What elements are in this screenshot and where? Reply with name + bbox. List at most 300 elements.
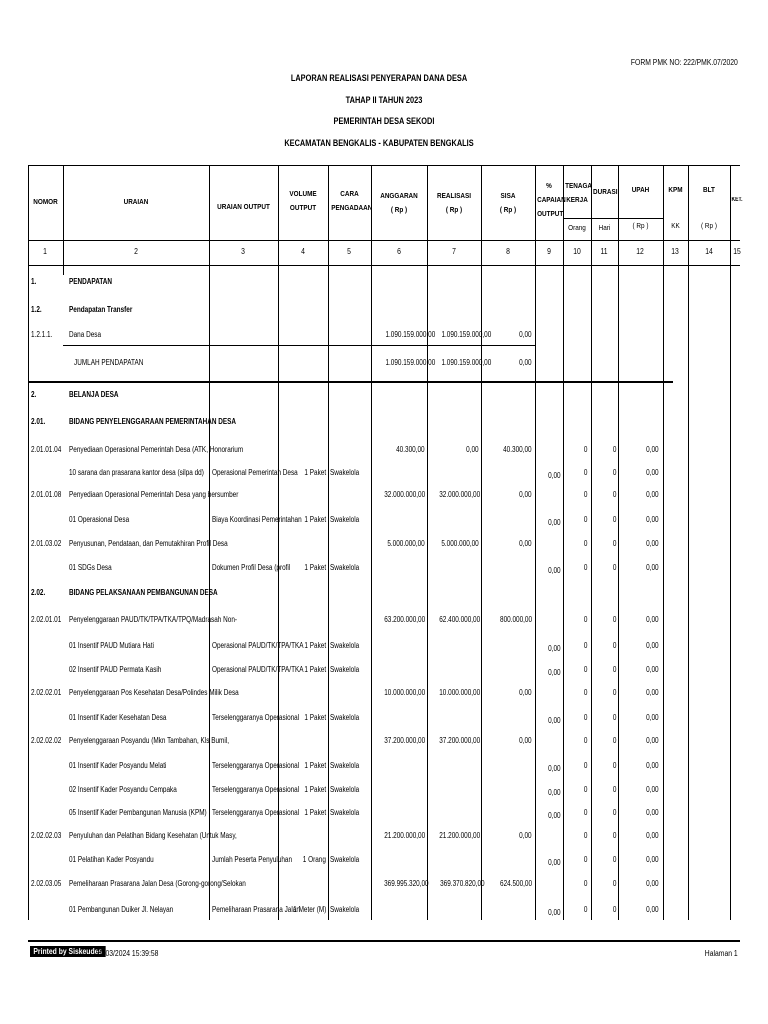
cell-cara-text: Swakelola	[330, 641, 360, 650]
cell-uraian	[69, 417, 237, 427]
dashed-separator	[371, 462, 372, 480]
cell-vol-text: 1 Meter (M)	[292, 905, 326, 914]
cell-hari-text: 0	[612, 808, 616, 817]
cell-no	[31, 305, 63, 315]
dashed-separator	[328, 802, 329, 820]
cell-orang	[564, 808, 587, 818]
cell-realisasi	[429, 879, 485, 889]
dashed-separator	[328, 509, 329, 527]
cell-sisa-text: 800.000,00	[499, 615, 532, 624]
cell-uraian-text: BIDANG PELAKSANAAN PEMBANGUNAN DESA	[69, 588, 218, 597]
cell-upah	[619, 879, 659, 889]
cell-uraian-text: 01 SDGs Desa	[69, 563, 112, 572]
cell-vol	[280, 641, 326, 651]
header-upah-unit: ( Rp )	[632, 221, 649, 230]
cell-vol-text: 1 Paket	[304, 468, 326, 477]
cell-uraian	[69, 390, 207, 400]
cell-vol-text: 1 Paket	[304, 563, 326, 572]
cell-realisasi	[429, 539, 479, 549]
report-government: PEMERINTAH DESA SEKODI	[333, 116, 435, 126]
cell-uraian	[69, 563, 207, 573]
cell-sisa	[483, 539, 532, 549]
cell-anggaran	[373, 615, 425, 625]
dashed-separator	[328, 849, 329, 867]
cell-uraian	[69, 641, 207, 651]
cell-no-text: 2.02.02.01	[31, 688, 62, 697]
cell-orang	[564, 905, 587, 915]
cell-hari	[592, 468, 616, 478]
header-orang: Orang	[568, 223, 586, 232]
cell-vol	[280, 468, 326, 478]
cell-no	[31, 615, 63, 625]
cell-upah-text: 0,00	[646, 539, 659, 548]
cell-uraian	[69, 468, 207, 478]
dashed-separator	[209, 779, 210, 797]
cell-upah-text: 0,00	[646, 831, 659, 840]
cell-uraian-text: 01 Insentif PAUD Mutiara Hati	[69, 641, 154, 650]
cell-sisa-text: 0,00	[519, 539, 532, 548]
cell-anggaran	[373, 330, 436, 340]
cell-hari-text: 0	[612, 831, 616, 840]
cell-sisa	[483, 358, 532, 368]
cell-upah	[619, 468, 659, 478]
header-sisa: SISA ( Rp )	[499, 191, 517, 214]
dashed-separator	[278, 462, 279, 480]
cell-output	[212, 515, 302, 525]
cell-orang	[564, 736, 587, 746]
cell-capaian-text: 0,00	[548, 908, 561, 917]
cell-uraian	[69, 330, 207, 340]
cell-uraian	[69, 615, 238, 625]
cell-no-text: 1.	[31, 277, 37, 286]
cell-uraian	[69, 688, 239, 698]
header-realisasi: REALISASI ( Rp )	[436, 191, 471, 214]
cell-realisasi	[429, 615, 479, 625]
cell-uraian	[69, 855, 207, 865]
dashed-separator	[328, 659, 329, 677]
cell-orang	[564, 831, 587, 841]
cell-no-text: 2.01.	[31, 417, 46, 426]
dashed-separator	[209, 707, 210, 725]
cell-cara	[330, 785, 370, 795]
cell-hari-text: 0	[612, 785, 616, 794]
cell-cara-text: Swakelola	[330, 785, 360, 794]
cell-orang-text: 0	[583, 761, 587, 770]
cell-upah-text: 0,00	[646, 879, 659, 888]
cell-hari	[592, 855, 616, 865]
cell-output	[212, 468, 298, 478]
cell-sisa-text: 0,00	[519, 358, 532, 367]
report-district: KECAMATAN BENGKALIS - KABUPATEN BENGKALIS	[284, 137, 474, 148]
cell-uraian-text: 10 sarana dan prasarana kantor desa (silpa dd)	[69, 468, 204, 477]
cell-capaian	[536, 764, 561, 774]
cell-upah-text: 0,00	[646, 808, 659, 817]
cell-realisasi-text: 32.000.000,00	[439, 490, 481, 499]
cell-orang-text: 0	[583, 445, 587, 454]
header-capaian: % CAPAIAN OUTPUT	[537, 181, 566, 218]
cell-vol-text: 1 Paket	[304, 665, 326, 674]
report-stage: TAHAP II TAHUN 2023	[345, 94, 423, 105]
cell-uraian	[69, 905, 207, 915]
cell-uraian-text: PENDAPATAN	[69, 277, 113, 286]
column-number: 3	[241, 247, 245, 256]
cell-realisasi-text: 1.090.159.000,00	[441, 330, 492, 339]
cell-orang-text: 0	[583, 808, 587, 817]
dashed-separator	[371, 635, 372, 653]
cell-output-text: Terselenggaranya Operasional	[212, 713, 300, 722]
cell-uraian-text: Penyelenggaraan PAUD/TK/TPA/TKA/TPQ/Madrasah Non-	[69, 615, 238, 624]
cell-anggaran	[373, 539, 425, 549]
cell-hari	[592, 490, 616, 500]
cell-orang	[564, 688, 587, 698]
cell-output	[212, 785, 300, 795]
cell-uraian	[69, 879, 246, 889]
cell-anggaran-text: 5.000.000,00	[387, 539, 425, 548]
cell-no	[31, 330, 63, 340]
cell-no	[31, 390, 63, 400]
cell-uraian-text: Penyusunan, Pendataan, dan Pemutakhiran Profil Desa	[69, 539, 228, 548]
cell-vol	[280, 713, 326, 723]
dashed-separator	[209, 557, 210, 575]
dashed-separator	[328, 635, 329, 653]
header-cara: CARA PENGADAAN	[331, 189, 373, 212]
cell-cara	[330, 641, 370, 651]
cell-uraian-text: 01 Insentif Kader Kesehatan Desa	[69, 713, 167, 722]
cell-cara-text: Swakelola	[330, 563, 360, 572]
column-number: 14	[705, 247, 713, 256]
cell-realisasi	[429, 736, 479, 746]
col-line	[688, 165, 689, 920]
cell-sisa	[483, 879, 532, 889]
cell-capaian-text: 0,00	[548, 811, 561, 820]
cell-sisa	[483, 330, 532, 340]
cell-capaian-text: 0,00	[548, 518, 561, 527]
cell-realisasi	[429, 358, 492, 368]
header-ket: KET.	[731, 197, 743, 203]
cell-upah-text: 0,00	[646, 665, 659, 674]
dashed-separator	[328, 707, 329, 725]
cell-sisa-text: 0,00	[519, 831, 532, 840]
cell-capaian-text: 0,00	[548, 566, 561, 575]
header-anggaran: ANGGARAN ( Rp )	[380, 191, 418, 214]
cell-upah	[619, 785, 659, 795]
cell-uraian	[69, 713, 207, 723]
cell-hari	[592, 563, 616, 573]
cell-hari	[592, 736, 616, 746]
cell-upah	[619, 905, 659, 915]
cell-anggaran-text: 1.090.159.000,00	[385, 330, 436, 339]
cell-capaian-text: 0,00	[548, 788, 561, 797]
cell-uraian	[69, 831, 237, 841]
cell-anggaran-text: 369.995.320,00	[384, 879, 429, 888]
cell-sisa	[483, 615, 532, 625]
cell-orang	[564, 879, 587, 889]
cell-uraian	[69, 588, 218, 598]
cell-upah	[619, 445, 659, 455]
report-title: LAPORAN REALISASI PENYERAPAN DANA DESA	[290, 73, 468, 83]
cell-hari-text: 0	[612, 539, 616, 548]
dashed-separator	[209, 899, 210, 917]
cell-cara-text: Swakelola	[330, 713, 360, 722]
column-number: 1	[43, 247, 47, 256]
cell-orang-text: 0	[583, 539, 587, 548]
cell-vol-text: 1 Paket	[304, 713, 326, 722]
cell-vol	[280, 761, 326, 771]
cell-uraian-text: Pendapatan Transfer	[69, 305, 133, 314]
header-durasi: DURASI	[593, 187, 618, 196]
cell-no	[31, 490, 63, 500]
cell-vol-text: 1 Paket	[304, 808, 326, 817]
header-blt: BLT	[703, 185, 715, 194]
dashed-separator	[278, 849, 279, 867]
cell-upah	[619, 761, 659, 771]
cell-orang-text: 0	[583, 641, 587, 650]
cell-upah	[619, 665, 659, 675]
cell-realisasi-text: 0,00	[466, 445, 479, 454]
header-kk: KK	[671, 221, 680, 230]
total-top-border	[63, 345, 535, 346]
dashed-separator	[209, 462, 210, 480]
cell-cara-text: Swakelola	[330, 855, 360, 864]
cell-uraian-text: Penyediaan Operasional Pemerintah Desa yang bersumber	[69, 490, 239, 499]
cell-hari	[592, 879, 616, 889]
column-number: 7	[452, 247, 456, 256]
cell-orang	[564, 761, 587, 771]
cell-upah-text: 0,00	[646, 490, 659, 499]
cell-upah-text: 0,00	[646, 615, 659, 624]
cell-vol-text: 1 Orang	[302, 855, 326, 864]
cell-uraian-text: JUMLAH PENDAPATAN	[74, 358, 144, 367]
cell-no-text: 2.02.03.05	[31, 879, 62, 888]
header-blt-unit: ( Rp )	[701, 221, 717, 230]
cell-sisa-text: 40.300,00	[503, 445, 532, 454]
cell-output	[212, 761, 300, 771]
cell-vol-text: 1 Paket	[304, 761, 326, 770]
cell-output-text: Operasional PAUD/TK/TPA/TKA	[212, 641, 304, 650]
colnum-divider	[28, 265, 740, 266]
cell-orang-text: 0	[583, 831, 587, 840]
cell-upah-text: 0,00	[646, 855, 659, 864]
print-date: 25/03/2024 15:39:58	[96, 949, 159, 958]
cell-orang	[564, 665, 587, 675]
cell-capaian	[536, 788, 561, 798]
cell-cara-text: Swakelola	[330, 761, 360, 770]
cell-orang-text: 0	[583, 905, 587, 914]
cell-output	[212, 665, 304, 675]
cell-capaian	[536, 858, 561, 868]
cell-hari-text: 0	[612, 445, 616, 454]
cell-cara	[330, 905, 370, 915]
cell-capaian-text: 0,00	[548, 644, 561, 653]
cell-capaian	[536, 566, 561, 576]
cell-upah-text: 0,00	[646, 761, 659, 770]
cell-no	[31, 588, 63, 598]
cell-hari	[592, 785, 616, 795]
cell-uraian	[69, 277, 207, 287]
dashed-separator	[278, 899, 279, 917]
cell-upah	[619, 688, 659, 698]
cell-capaian-text: 0,00	[548, 471, 561, 480]
cell-anggaran-text: 21.200.000,00	[384, 831, 425, 840]
page-number: Halaman 1	[705, 949, 738, 958]
cell-anggaran-text: 1.090.159.000,00	[385, 358, 436, 367]
cell-orang	[564, 515, 587, 525]
cell-realisasi-text: 369.370.820,00	[440, 879, 485, 888]
header-kpm: KPM	[668, 185, 683, 194]
cell-hari	[592, 713, 616, 723]
cell-output	[212, 855, 293, 865]
cell-vol-text: 1 Paket	[304, 641, 326, 650]
header-volume: VOLUME OUTPUT	[289, 189, 317, 212]
cell-no	[31, 277, 63, 287]
cell-capaian-text: 0,00	[548, 716, 561, 725]
cell-output-text: Dokumen Profil Desa (profil	[212, 563, 291, 572]
cell-orang-text: 0	[583, 563, 587, 572]
cell-no-text: 2.	[31, 390, 37, 399]
cell-sisa-text: 0,00	[519, 490, 532, 499]
cell-anggaran-text: 63.200.000,00	[384, 615, 425, 624]
cell-cara-text: Swakelola	[330, 905, 360, 914]
cell-sisa	[483, 736, 532, 746]
report-table	[28, 165, 743, 920]
cell-orang	[564, 713, 587, 723]
cell-realisasi	[429, 330, 492, 340]
cell-upah	[619, 808, 659, 818]
cell-hari-text: 0	[612, 736, 616, 745]
cell-hari	[592, 445, 616, 455]
cell-upah-text: 0,00	[646, 641, 659, 650]
cell-uraian-text: BELANJA DESA	[69, 390, 119, 399]
cell-anggaran-text: 32.000.000,00	[384, 490, 425, 499]
cell-hari	[592, 539, 616, 549]
cell-upah	[619, 539, 659, 549]
cell-uraian-text: 05 Insentif Kader Pembangunan Manusia (KPM)	[69, 808, 207, 817]
cell-hari-text: 0	[612, 713, 616, 722]
cell-uraian	[69, 515, 207, 525]
cell-no-text: 2.02.01.01	[31, 615, 62, 624]
dashed-separator	[209, 659, 210, 677]
dashed-separator	[278, 802, 279, 820]
cell-realisasi-text: 10.000.000,00	[439, 688, 481, 697]
cell-output-text: Jumlah Peserta Penyuluhan	[212, 855, 293, 864]
cell-anggaran	[373, 831, 425, 841]
header-hari: Hari	[598, 223, 611, 232]
cell-orang	[564, 641, 587, 651]
cell-orang	[564, 855, 587, 865]
cell-hari-text: 0	[612, 468, 616, 477]
cell-hari-text: 0	[612, 905, 616, 914]
cell-cara	[330, 468, 370, 478]
footer-rule	[28, 940, 740, 942]
column-number: 2	[134, 247, 138, 256]
cell-uraian-text: BIDANG PENYELENGGARAAN PEMERINTAHAN DESA	[69, 417, 237, 426]
cell-cara	[330, 855, 370, 865]
cell-no	[31, 879, 63, 889]
cell-upah	[619, 831, 659, 841]
cell-sisa	[483, 831, 532, 841]
cell-anggaran	[373, 358, 436, 368]
cell-uraian-text: 01 Operasional Desa	[69, 515, 130, 524]
cell-capaian-text: 0,00	[548, 858, 561, 867]
cell-anggaran	[373, 490, 425, 500]
column-number: 13	[671, 247, 679, 256]
cell-hari-text: 0	[612, 665, 616, 674]
col-line	[663, 165, 664, 920]
cell-output-text: Operasional Pemerintah Desa	[212, 468, 298, 477]
cell-hari	[592, 905, 616, 915]
cell-output	[212, 808, 300, 818]
form-number: FORM PMK NO: 222/PMK.07/2020	[631, 58, 738, 67]
cell-hari-text: 0	[612, 761, 616, 770]
cell-hari	[592, 688, 616, 698]
cell-no-text: 2.01.01.08	[31, 490, 62, 499]
cell-upah-text: 0,00	[646, 563, 659, 572]
cell-anggaran-text: 37.200.000,00	[384, 736, 425, 745]
cell-realisasi-text: 5.000.000,00	[441, 539, 479, 548]
cell-cara	[330, 713, 370, 723]
cell-upah-text: 0,00	[646, 713, 659, 722]
cell-no	[31, 417, 63, 427]
cell-orang-text: 0	[583, 615, 587, 624]
column-number: 11	[600, 247, 608, 256]
cell-no	[31, 539, 63, 549]
cell-upah	[619, 515, 659, 525]
cell-hari	[592, 761, 616, 771]
cell-realisasi-text: 62.400.000,00	[439, 615, 481, 624]
cell-upah	[619, 855, 659, 865]
cell-uraian-text: Penyelenggaraan Pos Kesehatan Desa/Polindes Milik Desa	[69, 688, 239, 697]
cell-cara	[330, 515, 370, 525]
cell-orang-text: 0	[583, 879, 587, 888]
cell-no-text: 2.01.01.04	[31, 445, 62, 454]
cell-vol	[280, 785, 326, 795]
cell-orang-text: 0	[583, 736, 587, 745]
cell-capaian	[536, 644, 561, 654]
col-line	[481, 165, 482, 920]
cell-sisa-text: 624.500,00	[499, 879, 532, 888]
printed-by-badge: Printed by Siskeudes	[30, 946, 106, 957]
cell-orang-text: 0	[583, 515, 587, 524]
cell-uraian-text: Penyuluhan dan Pelatihan Bidang Kesehatan (Untuk Masy,	[69, 831, 237, 840]
dashed-separator	[371, 899, 372, 917]
cell-no-text: 1.2.	[31, 305, 42, 314]
cell-uraian	[69, 445, 244, 455]
report-title-block	[0, 68, 768, 154]
cell-uraian	[69, 761, 207, 771]
cell-hari	[592, 515, 616, 525]
cell-no	[31, 736, 63, 746]
cell-uraian-text: Dana Desa	[69, 330, 102, 339]
dashed-separator	[371, 802, 372, 820]
cell-orang	[564, 563, 587, 573]
cell-cara-text: Swakelola	[330, 808, 360, 817]
cell-uraian-text: 01 Insentif Kader Posyandu Melati	[69, 761, 167, 770]
cell-hari	[592, 641, 616, 651]
dashed-separator	[328, 779, 329, 797]
cell-upah-text: 0,00	[646, 468, 659, 477]
dashed-separator	[328, 755, 329, 773]
cell-hari-text: 0	[612, 615, 616, 624]
cell-capaian	[536, 518, 561, 528]
cell-sisa-text: 0,00	[519, 330, 532, 339]
cell-upah-text: 0,00	[646, 515, 659, 524]
col-line	[63, 165, 64, 275]
cell-uraian-text: 01 Pembangunan Duiker Jl. Nelayan	[69, 905, 174, 914]
cell-orang-text: 0	[583, 713, 587, 722]
cell-uraian	[69, 808, 207, 818]
cell-realisasi	[429, 490, 479, 500]
cell-cara	[330, 665, 370, 675]
